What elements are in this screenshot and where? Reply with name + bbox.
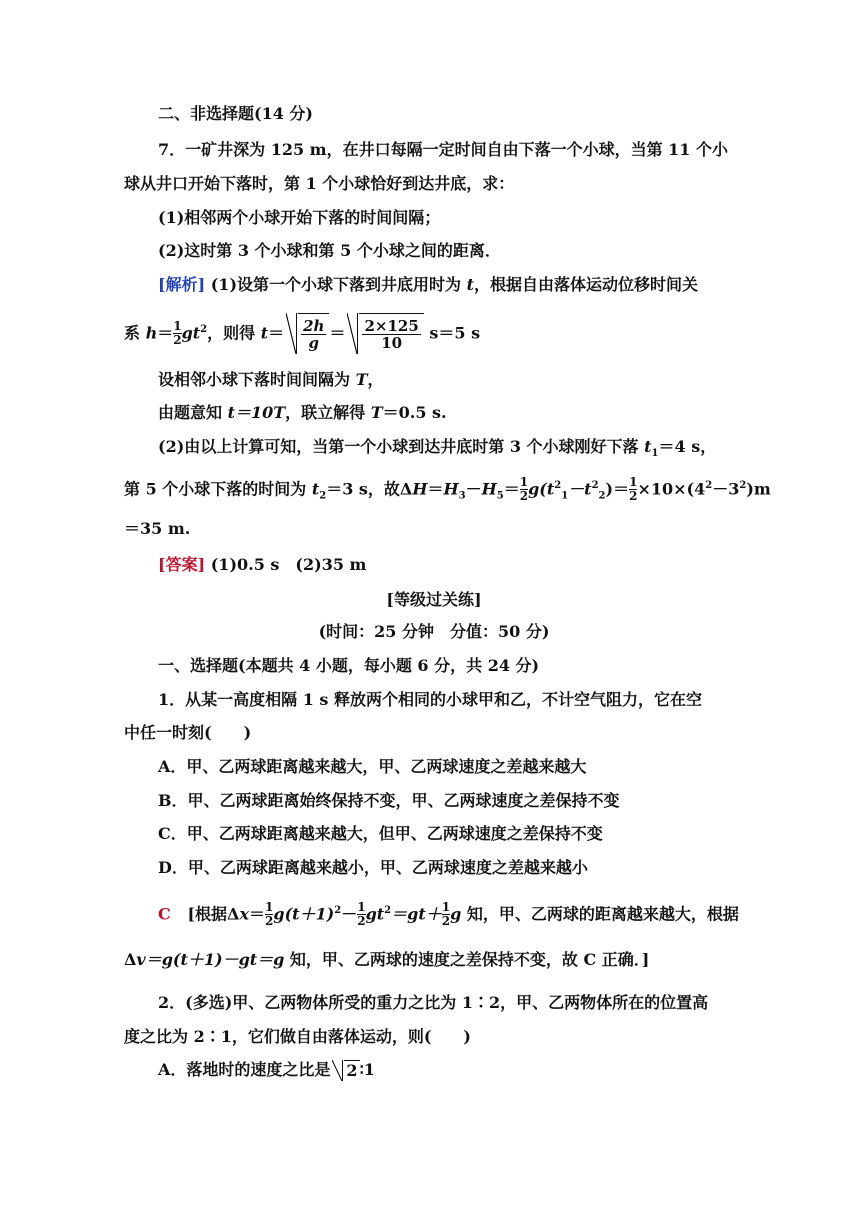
q7-line2: 球从井口开始下落时，第 1 个小球恰好到达井底，求：: [124, 174, 515, 193]
sqrt-numeric: $\frac{2\times 125}{10}$: [345, 313, 423, 354]
solution-tag: [解析]: [158, 275, 206, 294]
q1-line1: 1．从某一高度相隔 1 s 释放两个相同的小球甲和乙，不计空气阻力，它在空: [158, 690, 702, 709]
q1-option-b: B．甲、乙两球距离始终保持不变，甲、乙两球速度之差保持不变: [158, 791, 620, 810]
solution-line6: 第 5 个小球下落的时间为 $t_2=3$ s，故$\Delta H=H_3-H_5=$ $\frac{1}{2}$ $g(t^2_1-t^2_2)=$ $\frac{1}{2}$ $\times 10\times(4^2-3^2)m$: [124, 475, 771, 504]
q2-option-a: A．落地时的速度之比是 2 ∶1: [158, 1060, 375, 1080]
sqrt-2h-over-g: $\frac{2h}{g}$: [284, 313, 329, 354]
q1-explanation-line1: C [根据Δx＝ $\frac{1}{2}$ $g(t+1)^2-$ $\frac{1}{2}$ $gt^2=gt+$ $\frac{1}{2}$ g 知，甲、乙两球的距离越来越大，根据: [158, 900, 739, 929]
q7-line1: 7．一矿井深为 125 m，在井口每隔一定时间自由下落一个小球，当第 11 个小: [158, 140, 729, 159]
level-info: (时间：25 分钟 分值：50 分): [318, 622, 550, 641]
section2-heading: 二、非选择题(14 分): [158, 104, 313, 123]
q7-part1: (1)相邻两个小球开始下落的时间间隔；: [158, 208, 441, 227]
q7-part2: (2)这时第 3 个小球和第 5 个小球之间的距离．: [158, 241, 501, 260]
level-title: [等级过关练]: [386, 590, 482, 609]
solution-line4: 由题意知 t＝10T，联立解得 T＝0.5 s.: [158, 403, 447, 422]
q1-explanation-line2: Δv＝g(t＋1)－gt＝g 知，甲、乙两球的速度之差保持不变，故 C 正确．]: [124, 950, 650, 969]
solution-line3: 设相邻小球下落时间间隔为 T，: [158, 370, 384, 389]
fraction-half: $\frac{1}{2}$: [173, 319, 182, 348]
q1-option-a: A．甲、乙两球距离越来越大，甲、乙两球速度之差越来越大: [158, 757, 587, 776]
q1-line2: 中任一时刻( ): [124, 723, 252, 742]
answer-tag: [答案]: [158, 555, 206, 574]
answer-line: [答案] (1)0.5 s (2)35 m: [158, 555, 367, 574]
q1-option-d: D．甲、乙两球距离越来越小，甲、乙两球速度之差越来越小: [158, 858, 588, 877]
q1-answer: C: [158, 904, 171, 924]
section1-heading: 一、选择题(本题共 4 小题，每小题 6 分，共 24 分): [158, 656, 540, 675]
solution-line2: 系 h＝ $\frac{1}{2}$ $gt^2$，则得 t＝ $\frac{2h}{g}$ ＝ $\frac{2\times 125}{10}$ s＝5 s: [124, 310, 744, 354]
q2-line1: 2．(多选)甲、乙两物体所受的重力之比为 1∶2，甲、乙两物体所在的位置高: [158, 993, 709, 1012]
solution-line5: (2)由以上计算可知，当第一个小球到达井底时第 3 个小球刚好下落 $t_1=4$ s，: [158, 437, 717, 460]
sqrt-2: 2: [330, 1060, 359, 1081]
q1-option-c: C．甲、乙两球距离越来越大，但甲、乙两球速度之差保持不变: [158, 824, 603, 843]
solution-line1: [解析] (1)设第一个小球下落到井底用时为 t，根据自由落体运动位移时间关: [158, 275, 698, 294]
q2-line2: 度之比为 2∶1，它们做自由落体运动，则( ): [124, 1027, 471, 1046]
solution-line7: ＝35 m.: [124, 519, 191, 538]
